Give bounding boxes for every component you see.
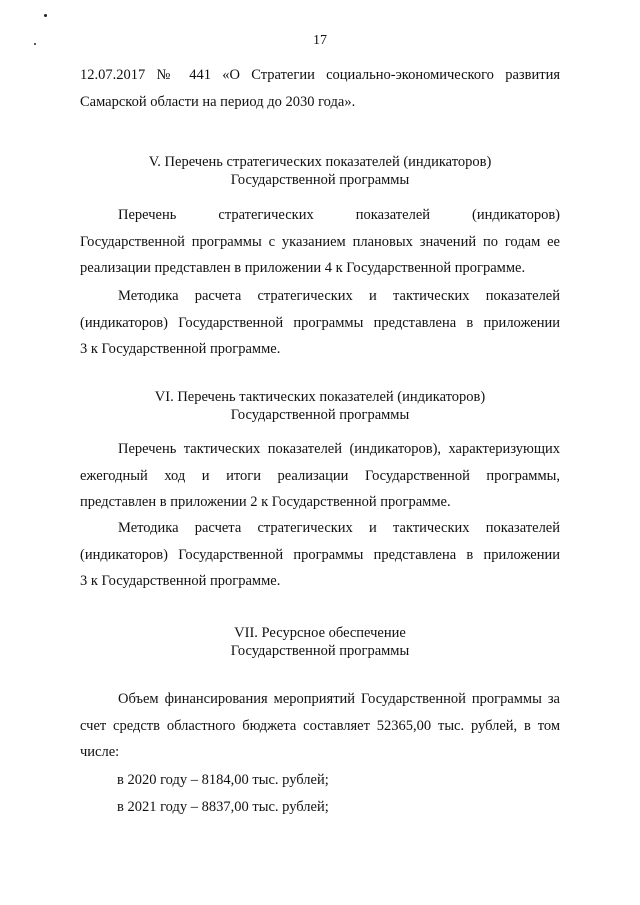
paragraph-line: реализации представлен в приложении 4 к Государственной программе.: [80, 260, 526, 276]
heading-line: VI. Перечень тактических показателей (индикаторов): [154, 389, 486, 405]
intro-paragraph: [80, 62, 560, 115]
paragraph-line: Перечень стратегических показателей (индикаторов): [118, 207, 560, 223]
paragraph-line: ежегодный ход и итоги реализации Государственной программы,: [80, 467, 560, 484]
section-v-paragraph-2: [80, 283, 560, 363]
heading-line: Государственной программы: [230, 643, 410, 659]
page-number: 17: [313, 33, 327, 48]
paragraph-line: Государственной программы с указанием плановых значений по годам ее: [80, 233, 560, 250]
section-heading-vii: [80, 624, 560, 660]
section-vi-paragraph-1: [80, 436, 560, 516]
paragraph-line: 12.07.2017 № 441 «О Стратегии социально-экономического развития: [80, 67, 560, 83]
paragraph-line: (индикаторов) Государственной программы представлена в приложении: [80, 546, 560, 563]
heading-line: Государственной программы: [230, 407, 410, 423]
paragraph-line: (индикаторов) Государственной программы представлена в приложении: [80, 314, 560, 331]
section-vii-paragraph-1: [80, 686, 560, 766]
heading-line: VII. Ресурсное обеспечение: [234, 625, 406, 641]
paragraph-line: Объем финансирования мероприятий Государственной программы за: [118, 691, 560, 707]
paragraph-line: счет средств областного бюджета составляет 52365,00 тыс. рублей, в том: [80, 717, 560, 734]
scan-speck: [44, 14, 47, 17]
heading-line: V. Перечень стратегических показателей (индикаторов): [148, 154, 492, 170]
paragraph-line: представлен в приложении 2 к Государственной программе.: [80, 494, 451, 510]
paragraph-line: Методика расчета стратегических и тактических показателей: [118, 520, 560, 536]
paragraph-line: Методика расчета стратегических и тактических показателей: [118, 288, 560, 304]
section-heading-vi: [80, 388, 560, 424]
heading-line: Государственной программы: [230, 172, 410, 188]
paragraph-line: 3 к Государственной программе.: [80, 573, 281, 589]
paragraph-line: числе:: [80, 744, 120, 760]
funding-year-item: в 2020 году – 8184,00 тыс. рублей;: [117, 772, 329, 788]
paragraph-line: Перечень тактических показателей (индикаторов), характеризующих: [118, 441, 560, 457]
section-heading-v: [80, 153, 560, 189]
paragraph-line: 3 к Государственной программе.: [80, 341, 281, 357]
section-v-paragraph-1: [80, 202, 560, 282]
section-vi-paragraph-2: [80, 515, 560, 595]
funding-year-item: в 2021 году – 8837,00 тыс. рублей;: [117, 799, 329, 815]
paragraph-line: Самарской области на период до 2030 года».: [80, 93, 356, 110]
